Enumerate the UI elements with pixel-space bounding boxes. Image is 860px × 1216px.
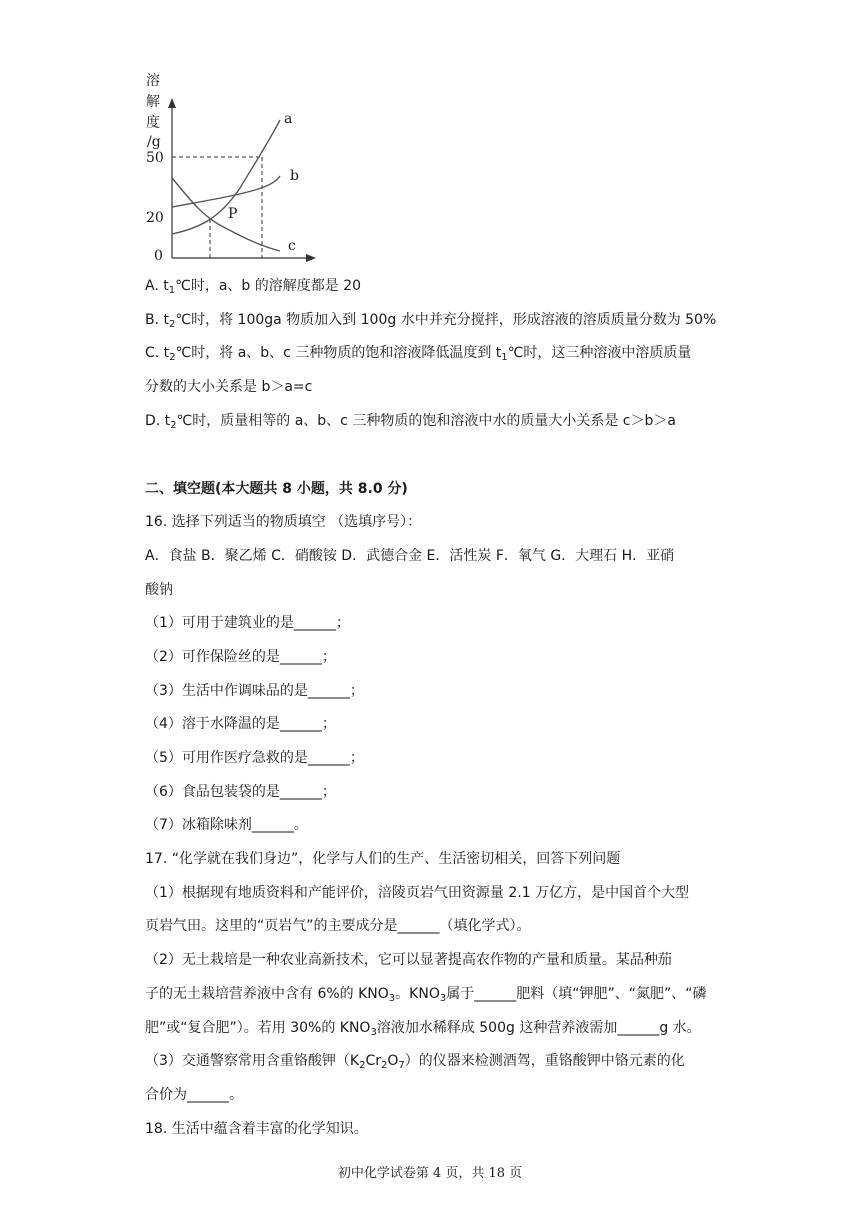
- ylabel-char: 解: [146, 94, 160, 110]
- q17-part2-cont: 子的无土栽培营养液中含有 6%的 $KNO_3$。$KNO_3$属于______肥料（填“钾肥”、“氮肥”、“磷: [145, 986, 707, 1004]
- ylabel-char: /g: [147, 134, 161, 150]
- q16-item: （1）可用于建筑业的是______；: [145, 615, 350, 631]
- q17-part2: （2）无土栽培是一种农业高新技术，它可以显著提高农作物的产量和质量。某品种茄: [145, 952, 672, 968]
- q16-item: （7）冰箱除味剂______。: [145, 817, 308, 833]
- point-label-p: P: [228, 206, 238, 222]
- q17-part3: （3）交通警察常用含重铬酸钾$(K_2Cr_2O_7)$的仪器来检测酒驾，重铬酸钾中铬元素的化: [145, 1053, 685, 1071]
- curve-a: [172, 120, 280, 234]
- q15-option-c: C. $t_2℃$时，将 a、b、c 三种物质的饱和溶液降低温度到 $t_1℃$时，这三种溶液中溶质质量: [145, 345, 692, 363]
- q16-item: （6）食品包装袋的是______；: [145, 784, 336, 800]
- y-tick-0: 0: [154, 248, 163, 264]
- q16-item: （2）可作保险丝的是______；: [145, 649, 336, 665]
- ylabel-char: 度: [146, 115, 160, 131]
- q16-item: （4）溶于水降温的是______；: [145, 716, 336, 732]
- y-tick-20: 20: [146, 210, 164, 226]
- q17-stem: 17. “化学就在我们身边”，化学与人们的生产、生活密切相关，回答下列问题: [145, 851, 621, 867]
- q15-option-a: A. $t_1℃$时，a、b 的溶解度都是 20: [145, 278, 362, 296]
- q15-option-d: D. $t_2℃$时，质量相等的 a、b、c 三种物质的饱和溶液中水的质量大小关系是 c＞b＞a: [145, 413, 676, 431]
- q17-part3-cont: 合价为______。: [145, 1087, 243, 1103]
- q18-stem: 18. 生活中蕴含着丰富的化学知识。: [145, 1121, 368, 1137]
- q16-item: （5）可用作医疗急救的是______；: [145, 750, 364, 766]
- curve-c: [172, 178, 280, 251]
- q17-part2-cont2: 肥”或“复合肥”）。若用 30%的 $KNO_3$溶液加水稀释成 500g 这种营养液需加______g 水。: [145, 1020, 701, 1038]
- y-tick-50: 50: [146, 150, 164, 166]
- q16-item: （3）生活中作调味品的是______；: [145, 683, 364, 699]
- q16-stem: 16. 选择下列适当的物质填空 （选填序号）：: [145, 514, 422, 530]
- curve-b: [172, 176, 280, 207]
- q17-part1: （1）根据现有地质资料和产能评价，涪陵页岩气田资源量 2.1 万亿方，是中国首个大型: [145, 885, 690, 901]
- q17-part1-cont: 页岩气田。这里的“页岩气”的主要成分是______（填化学式）。: [145, 918, 531, 934]
- q15-option-b: B. $t_2℃$时，将 100ga 物质加入到 100g 水中并充分搅拌，形成溶液的溶质质量分数为 50%: [145, 312, 717, 330]
- y-axis-label: [146, 72, 161, 150]
- page-footer: 初中化学试卷第 4 页，共 18 页: [337, 1166, 523, 1181]
- curve-label-b: b: [290, 168, 299, 184]
- curve-label-a: a: [284, 111, 293, 127]
- y-axis-arrow: [168, 98, 176, 108]
- q16-options: A．食盐 B．聚乙烯 C．硝酸铵 D．武德合金 E．活性炭 F．氧气 G．大理石 H．亚硝: [145, 548, 675, 564]
- section-title: 二、填空题(本大题共 8 小题，共 8.0 分): [145, 481, 408, 497]
- q16-options-cont: 酸钠: [145, 582, 173, 598]
- curve-label-c: c: [288, 238, 296, 254]
- solubility-chart: [140, 68, 340, 268]
- ylabel-char: 溶: [146, 73, 160, 89]
- q15-option-c-cont: 分数的大小关系是 b＞a=c: [145, 379, 313, 395]
- x-axis-arrow: [306, 254, 316, 262]
